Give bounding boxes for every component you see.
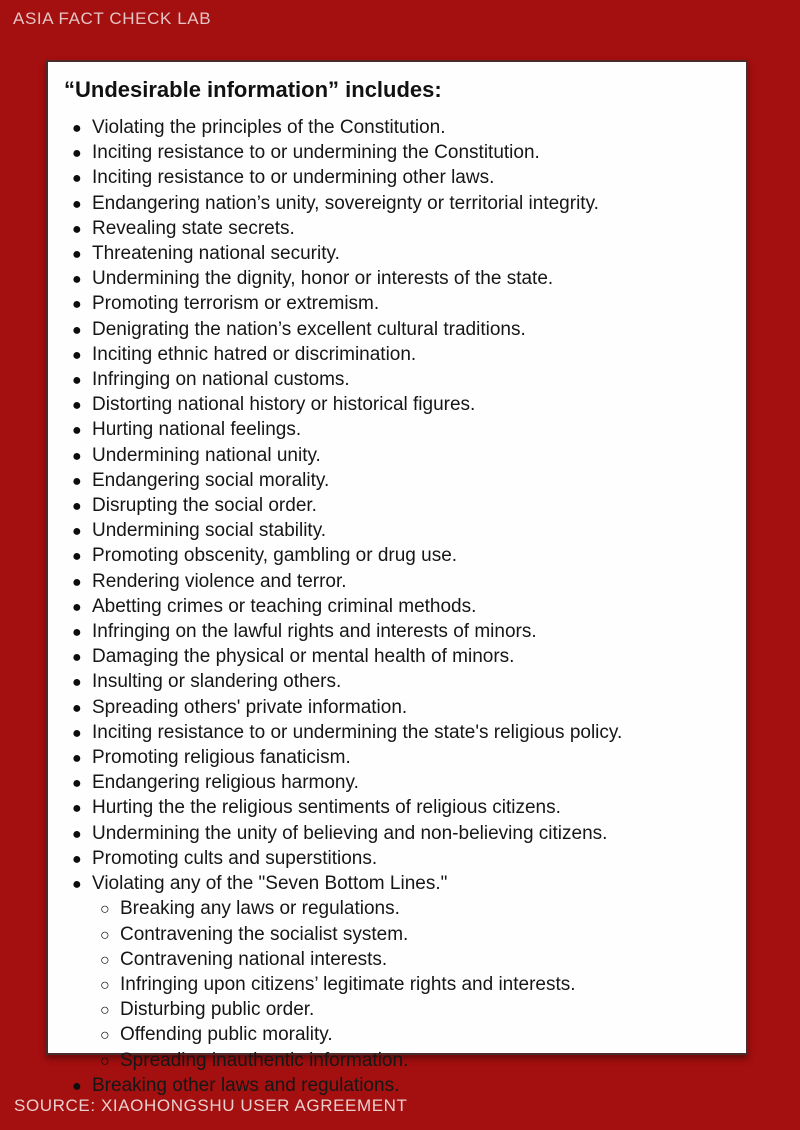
list-item [64,620,730,645]
list-item [64,771,730,796]
filled-circle-bullet-icon: ● [72,1077,82,1095]
list-item-text: Undermining the unity of believing and non-believing citizens. [92,822,608,844]
list-item [92,998,730,1023]
list-item-text: Denigrating the nation’s excellent cultural traditions. [92,318,526,340]
filled-circle-bullet-icon: ● [72,775,82,793]
filled-circle-bullet-icon: ● [72,624,82,642]
list-item [64,242,730,267]
open-circle-bullet-icon: ○ [100,926,110,944]
list-item [92,1049,730,1074]
filled-circle-bullet-icon: ● [72,220,82,238]
list-item-text: Infringing upon citizens’ legitimate rights and interests. [120,973,576,995]
list-item-text: Promoting religious fanaticism. [92,747,351,769]
list-item-text: Infringing on national customs. [92,369,350,391]
list-item-text: Insulting or slandering others. [92,671,342,693]
list-item [64,343,730,368]
filled-circle-bullet-icon: ● [72,800,82,818]
filled-circle-bullet-icon: ● [72,170,82,188]
list-item [64,670,730,695]
open-circle-bullet-icon: ○ [100,901,110,919]
list-item [64,822,730,847]
filled-circle-bullet-icon: ● [72,548,82,566]
list-item [92,923,730,948]
list-item [64,595,730,620]
list-item-text: Rendering violence and terror. [92,570,347,592]
list-item-text: Abetting crimes or teaching criminal methods. [92,595,477,617]
list-item-text: Promoting obscenity, gambling or drug use. [92,545,458,567]
list-item-text: Infringing on the lawful rights and interests of minors. [92,621,537,643]
list-item [64,444,730,469]
filled-circle-bullet-icon: ● [72,523,82,541]
filled-circle-bullet-icon: ● [72,447,82,465]
filled-circle-bullet-icon: ● [72,296,82,314]
list-item [64,721,730,746]
list-item [92,1023,730,1048]
list-item-text: Breaking other laws and regulations. [92,1074,400,1096]
list-item-text: Distorting national history or historical figures. [92,394,476,416]
list-item-text: Promoting cults and superstitions. [92,847,378,869]
open-circle-bullet-icon: ○ [100,1002,110,1020]
list-item [64,847,730,872]
list-item [64,166,730,191]
list-item-text: Inciting resistance to or undermining the Constitution. [92,142,540,164]
list-item-text: Contravening national interests. [120,948,388,970]
list-item [64,418,730,443]
list-item-text: Violating the principles of the Constitution. [92,117,446,138]
filled-circle-bullet-icon: ● [72,850,82,868]
list-item-text: Violating any of the "Seven Bottom Lines." [92,873,448,895]
list-item-text: Revealing state secrets. [92,217,295,239]
open-circle-bullet-icon: ○ [100,1027,110,1045]
list-item-text: Inciting ethnic hatred or discrimination. [92,343,417,365]
open-circle-bullet-icon: ○ [100,976,110,994]
list-item [64,796,730,821]
list-item [64,519,730,544]
card-title: “Undesirable information” includes: [64,77,442,102]
filled-circle-bullet-icon: ● [72,472,82,490]
list-item [64,872,730,897]
filled-circle-bullet-icon: ● [72,598,82,616]
card [46,60,748,1096]
list-item-text: Hurting the the religious sentiments of religious citizens. [92,797,561,819]
filled-circle-bullet-icon: ● [72,750,82,768]
source-line: SOURCE: XIAOHONGSHU USER AGREEMENT [14,1096,408,1115]
list-item-text: Endangering religious harmony. [92,772,359,794]
list-item [64,368,730,393]
filled-circle-bullet-icon: ● [72,573,82,591]
list-item-text: Promoting terrorism or extremism. [92,293,380,315]
filled-circle-bullet-icon: ● [72,346,82,364]
list-item-text: Endangering social morality. [92,469,330,491]
open-circle-bullet-icon: ○ [100,1052,110,1070]
filled-circle-bullet-icon: ● [72,825,82,843]
list-item-text: Threatening national security. [92,243,340,265]
list-item [64,494,730,519]
filled-circle-bullet-icon: ● [72,397,82,415]
undesirable-information-list [64,116,730,1099]
filled-circle-bullet-icon: ● [72,321,82,339]
list-item [64,696,730,721]
filled-circle-bullet-icon: ● [72,246,82,264]
filled-circle-bullet-icon: ● [72,649,82,667]
list-item [64,469,730,494]
list-item [64,746,730,771]
list-item-text: Inciting resistance to or undermining other laws. [92,167,495,189]
list-item [64,570,730,595]
filled-circle-bullet-icon: ● [72,145,82,163]
list-item [92,897,730,922]
list-item [64,318,730,343]
list-item-text: Disrupting the social order. [92,495,317,517]
list-item [64,141,730,166]
filled-circle-bullet-icon: ● [72,422,82,440]
list-item-text: Contravening the socialist system. [120,923,409,945]
list-item [92,948,730,973]
list-item [64,267,730,292]
list-item-text: Offending public morality. [120,1024,333,1046]
list-item-text: Hurting national feelings. [92,419,302,441]
list-item-text: Spreading inauthentic information. [120,1049,409,1071]
list-item [64,292,730,317]
list-item [64,192,730,217]
filled-circle-bullet-icon: ● [72,120,82,137]
filled-circle-bullet-icon: ● [72,724,82,742]
list-item-text: Endangering nation’s unity, sovereignty or territorial integrity. [92,192,599,214]
filled-circle-bullet-icon: ● [72,674,82,692]
list-item [64,217,730,242]
list-item [92,973,730,998]
filled-circle-bullet-icon: ● [72,372,82,390]
filled-circle-bullet-icon: ● [72,498,82,516]
list-item-text: Damaging the physical or mental health of minors. [92,646,515,668]
list-item-text: Disturbing public order. [120,999,315,1021]
list-item-text: Undermining national unity. [92,444,321,466]
list-item-text: Inciting resistance to or undermining the state's religious policy. [92,721,623,743]
list-item [64,393,730,418]
list-item-text: Undermining social stability. [92,520,327,542]
list-item-text: Undermining the dignity, honor or interests of the state. [92,268,554,290]
filled-circle-bullet-icon: ● [72,876,82,894]
list-item-text: Breaking any laws or regulations. [120,898,400,920]
list-item [64,544,730,569]
list-item-text: Spreading others' private information. [92,696,408,718]
list-item [64,116,730,141]
filled-circle-bullet-icon: ● [72,699,82,717]
filled-circle-bullet-icon: ● [72,195,82,213]
open-circle-bullet-icon: ○ [100,951,110,969]
filled-circle-bullet-icon: ● [72,271,82,289]
brand-header: ASIA FACT CHECK LAB [13,9,212,28]
list-item [64,645,730,670]
